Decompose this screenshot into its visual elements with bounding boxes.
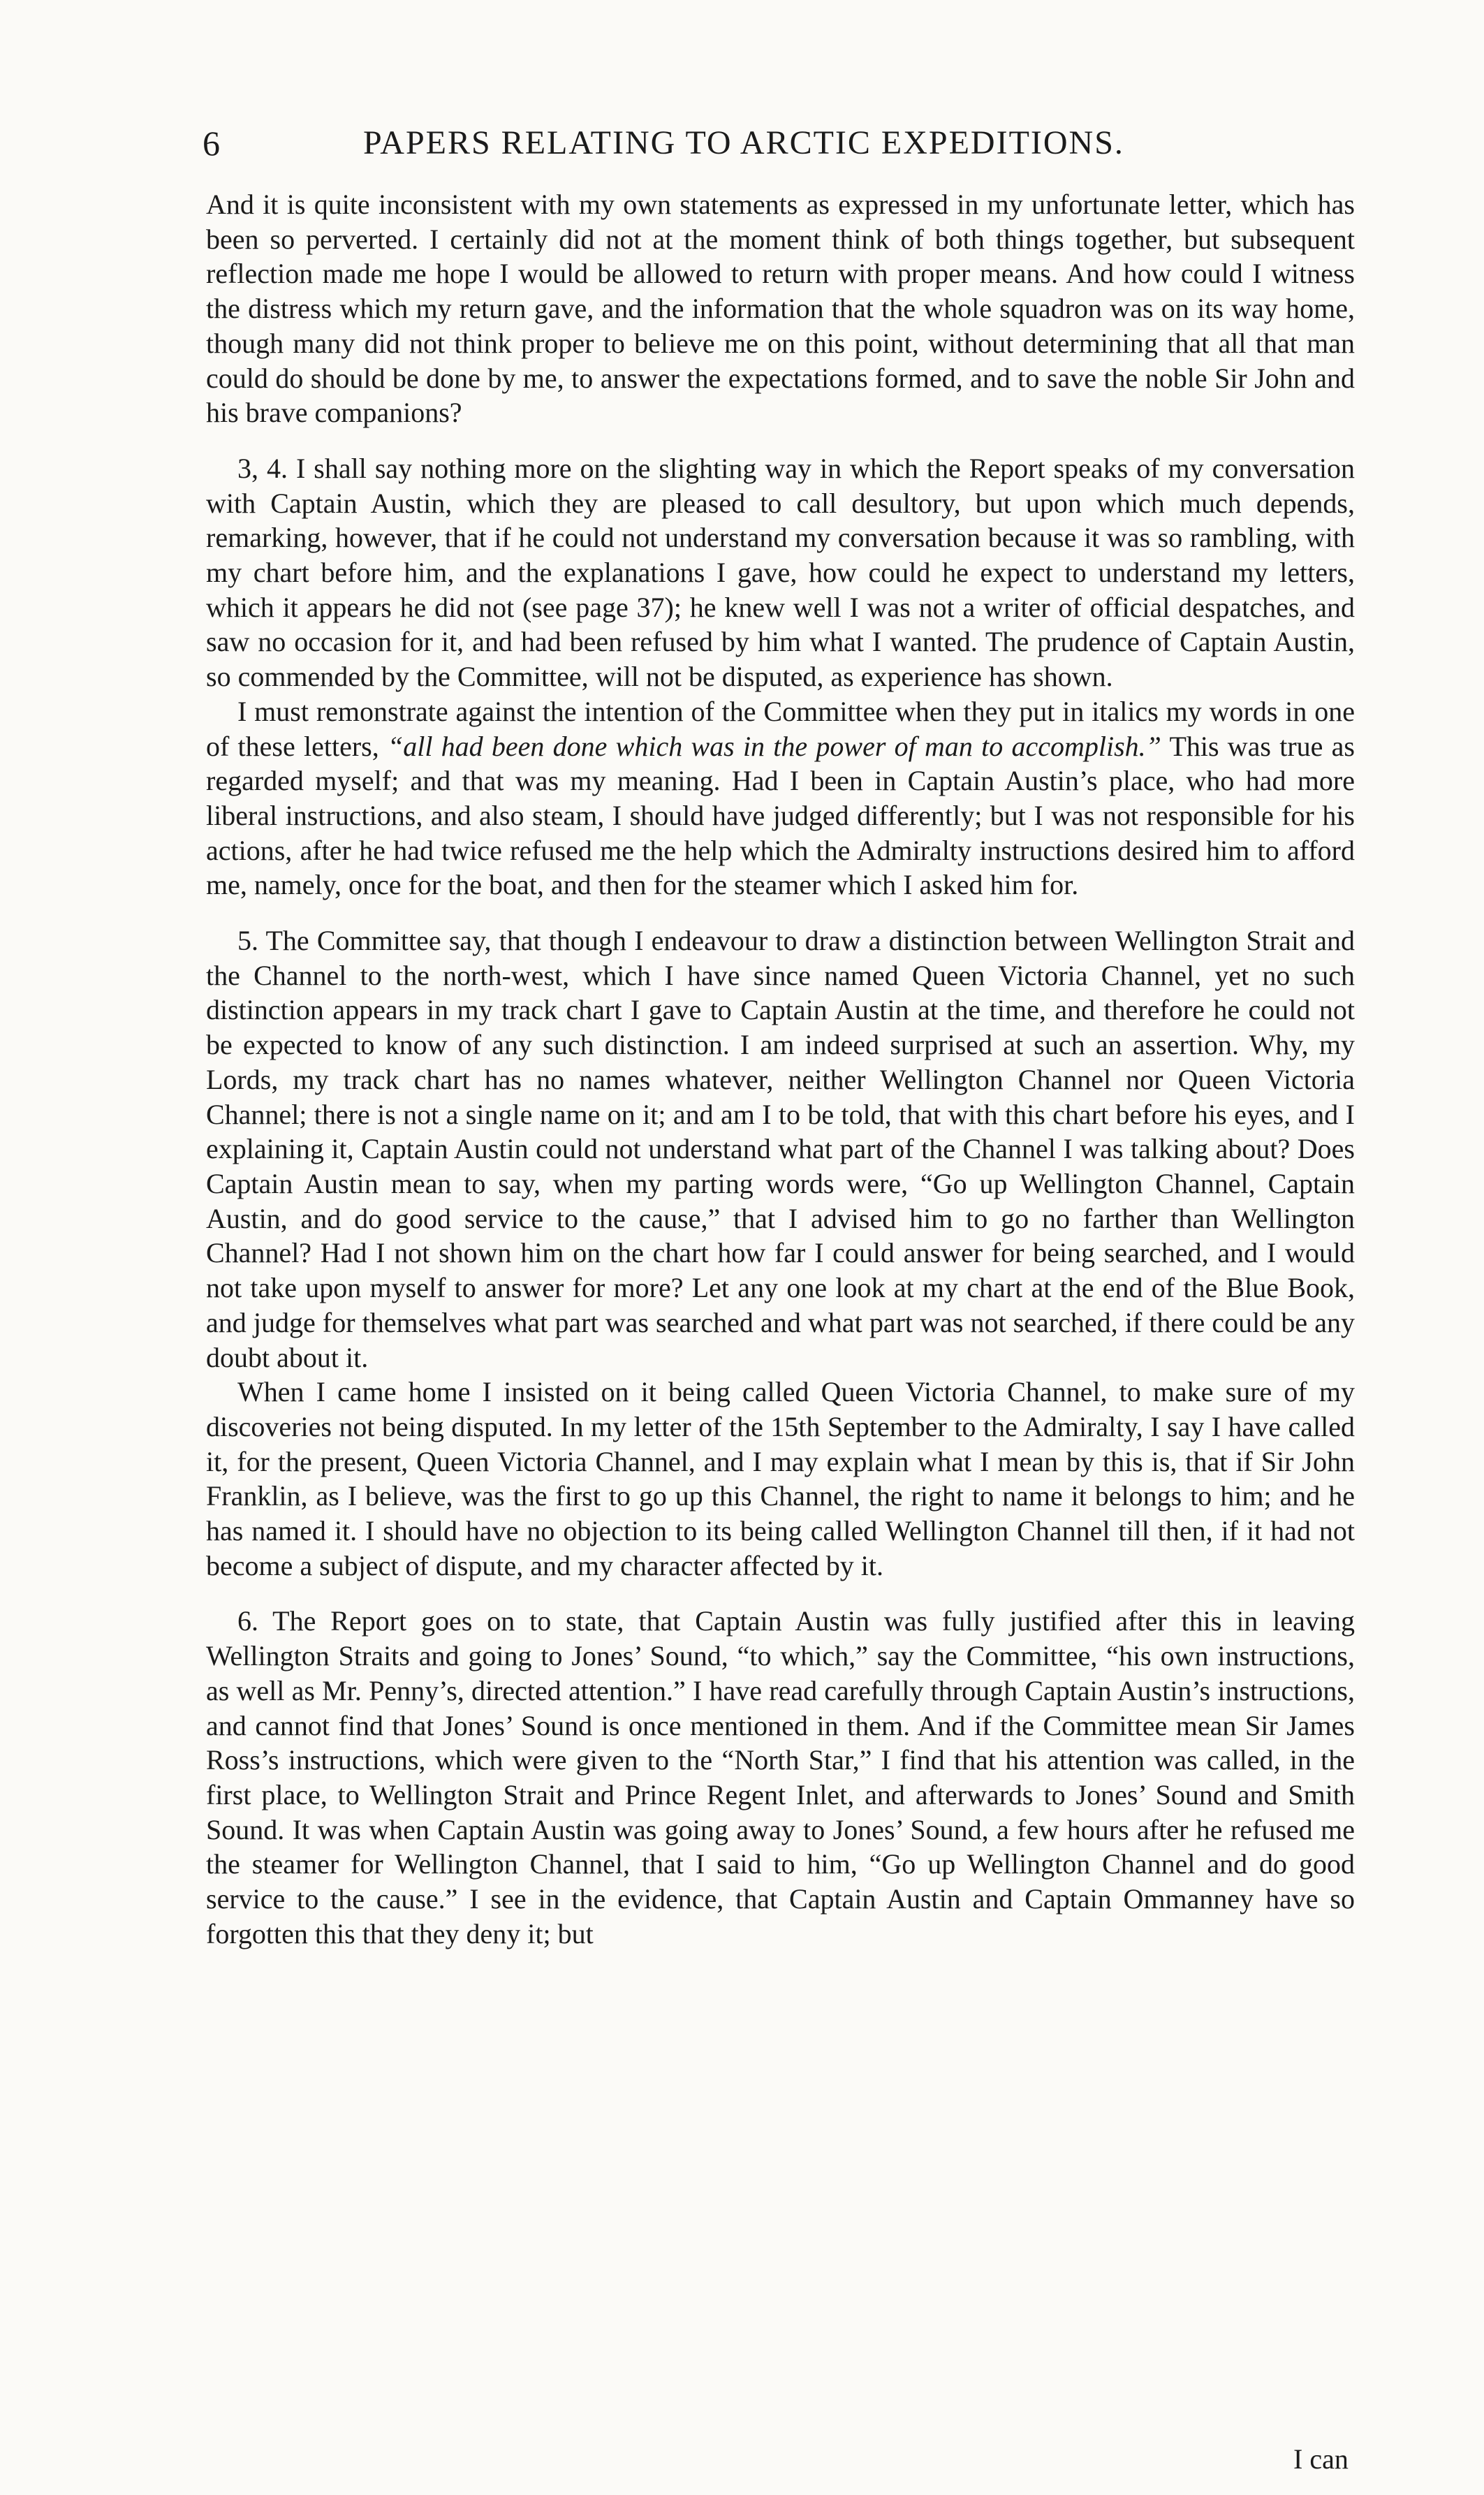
catchword: I can — [1293, 2443, 1349, 2475]
paragraph — [206, 694, 1355, 902]
paragraph: 6. The Report goes on to state, that Captain Austin was fully justified after this in leaving Wellington Straits and going to Jones’ Sound, “to which,” say the Committee, “his own instructions, as well as Mr. Penny’s, directed attention.” I have read carefully through Captain Austin’s instructions, and cannot find that Jones’ Sound is once mentioned in them. And if the Committee mean Sir James Ross’s instructions, which were given to the “North Star,” I find that his attention was called, in the first place, to Wellington Strait and Prince Regent Inlet, and afterwards to Jones’ Sound and Smith Sound. It was when Captain Austin was going away to Jones’ Sound, a few hours after he refused me the steamer for Wellington Channel, that I said to him, “Go up Wellington Channel and do good service to the cause.” I see in the evidence, that Captain Austin and Captain Ommanney have so forgotten this that they deny it; but — [206, 1605, 1355, 1949]
paragraph: 5. The Committee say, that though I endeavour to draw a distinction between Wellington Strait and the Channel to the north-west, which I have since named Queen Victoria Channel, yet no such distinction appears in my track chart I gave to Captain Austin at the time, and therefore he could not be expected to know of any such distinction. I am indeed surprised at such an assertion. Why, my Lords, my track chart has no names whatever, neither Wellington Channel nor Queen Victoria Channel; there is not a single name on it; and am I to be told, that with this chart before his eyes, and I explaining it, Captain Austin could not understand what part of the Channel I was talking about? Does Captain Austin mean to say, when my parting words were, “Go up Wellington Channel, Captain Austin, and do good service to the cause,” that I advised him to go no farther than Wellington Channel? Had I not shown him on the chart how far I could answer for being searched, and I would not take upon myself to answer for more? Let any one look at my chart at the end of the Blue Book, and judge for themselves what part was searched and what part was not searched, if there could be any doubt about it. — [206, 925, 1355, 1373]
paragraph: When I came home I insisted on it being called Queen Victoria Channel, to make sure of my discoveries not being disputed. In my letter of the 15th September to the Admiralty, I say I have called it, for the present, Queen Victoria Channel, and I may explain what I mean by this is, that if Sir John Franklin, as I believe, was the first to go up this Channel, the right to name it belongs to him; and he has named it. I should have no objection to its being called Wellington Channel till then, if it had not become a subject of dispute, and my character affected by it. — [206, 1376, 1355, 1581]
body-text — [206, 187, 1355, 1951]
page-header — [0, 120, 1484, 166]
paragraph-text: This was true as regarded myself; and that was my meaning. Had I been in Captain Austin’s place, who had more liberal instructions, and also steam, I should have judged differently; but I was not responsible for his actions, after he had twice refused me the help which the Admiralty instructions desired him to afford me, namely, once for the boat, and then for the steamer which I asked him for. — [206, 730, 1355, 901]
paragraph: 3, 4. I shall say nothing more on the slighting way in which the Report speaks of my conversation with Captain Austin, which they are pleased to call desultory, but upon which much depends, remarking, however, that if he could not understand my conversation because it was so rambling, with my chart before him, and the explanations I gave, how could he expect to understand my letters, which it appears he did not (see page 37); he knew well I was not a writer of official despatches, and saw no occasion for it, and had been refused by him what I wanted. The prudence of Captain Austin, so commended by the Committee, will not be disputed, as experience has shown. — [206, 452, 1355, 693]
page-number: 6 — [203, 124, 220, 163]
paragraph: And it is quite inconsistent with my own statements as expressed in my unfortunate letter, which has been so perverted. I certainly did not at the moment think of both things together, but subsequent reflection made me hope I would be allowed to return with proper means. And how could I witness the distress which my return gave, and the information that the whole squadron was on its way home, though many did not think proper to believe me on this point, without determining that all that man could do should be done by me, to answer the expectations formed, and to save the noble Sir John and his brave companions? — [206, 189, 1355, 429]
italic-quotation: “all had been done which was in the power of man to accomplish.” — [387, 730, 1161, 762]
paragraph-text: I must remonstrate against the intention of the Committee when they put in italics my words in one of these letters, — [206, 695, 1355, 762]
running-title: PAPERS RELATING TO ARCTIC EXPEDITIONS. — [363, 124, 1124, 161]
